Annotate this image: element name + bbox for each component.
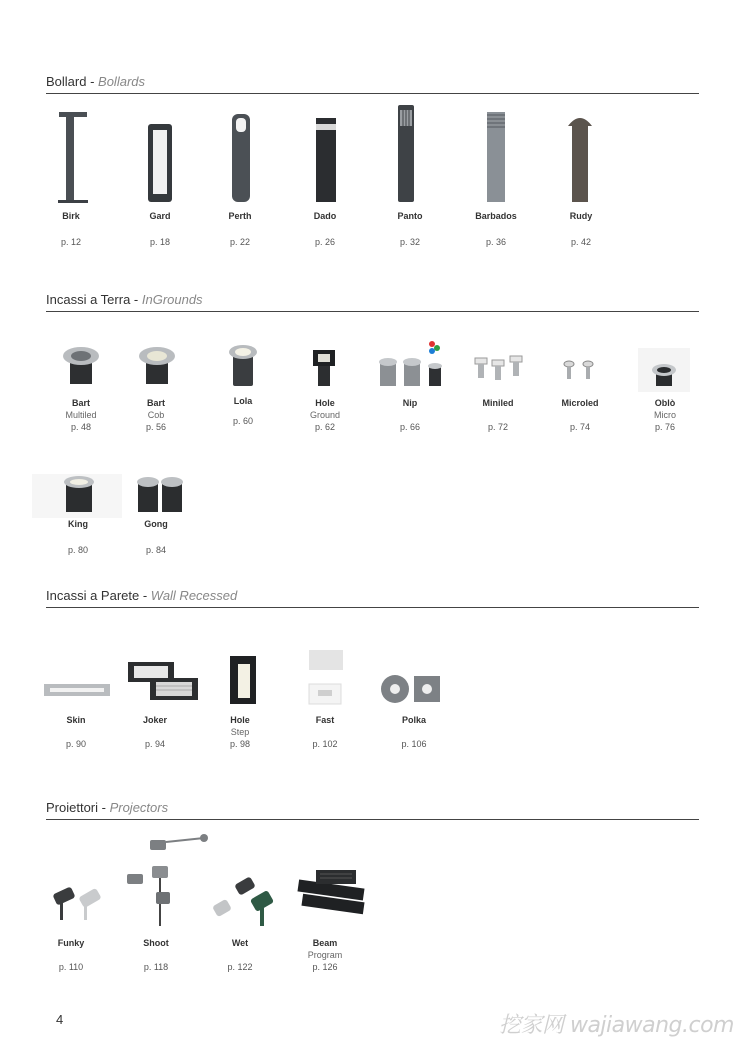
product-bart-multiled[interactable]: Bart Multiled p. 48 xyxy=(65,398,97,432)
shoot-image xyxy=(127,834,208,926)
joker-image xyxy=(128,662,198,700)
product-skin[interactable]: Skin p. 90 xyxy=(65,715,87,749)
projectors-images xyxy=(0,830,744,936)
section-heading-bollards: Bollard - Bollards xyxy=(46,74,699,94)
beam-program-image xyxy=(297,870,364,914)
birk-bollard-image xyxy=(58,112,88,203)
product-gong[interactable]: Gong p. 84 xyxy=(144,519,168,555)
lola-image xyxy=(229,345,257,386)
nip-image xyxy=(379,341,442,386)
product-joker[interactable]: Joker p. 94 xyxy=(142,715,168,749)
funky-image xyxy=(52,886,101,920)
product-perth[interactable]: Perth p. 22 xyxy=(228,211,252,247)
oblo-micro-image xyxy=(638,348,690,392)
wall-recessed-images xyxy=(0,640,744,712)
product-king[interactable]: King p. 80 xyxy=(67,519,89,555)
miniled-image xyxy=(475,356,522,380)
product-dado[interactable]: Dado p. 26 xyxy=(313,211,337,247)
page-number: 4 xyxy=(56,1012,64,1027)
dado-bollard-image xyxy=(316,118,336,202)
product-beam-program[interactable]: Beam Program p. 126 xyxy=(307,938,343,972)
product-hole-ground[interactable]: Hole Ground p. 62 xyxy=(309,398,341,432)
barbados-bollard-image xyxy=(487,112,505,202)
panto-bollard-image xyxy=(398,105,414,202)
product-nip[interactable]: Nip p. 66 xyxy=(399,398,421,432)
bart-multiled-image xyxy=(63,347,99,384)
product-barbados[interactable]: Barbados p. 36 xyxy=(475,211,517,247)
product-fast[interactable]: Fast p. 102 xyxy=(312,715,338,749)
product-lola[interactable]: Lola p. 60 xyxy=(232,396,254,426)
fast-image xyxy=(309,650,343,704)
section-heading-projectors: Proiettori - Projectors xyxy=(46,800,699,820)
rudy-bollard-image xyxy=(568,118,592,202)
watermark: 挖家网 wajiawang.com xyxy=(498,1013,734,1038)
bollard-images xyxy=(0,100,744,210)
product-polka[interactable]: Polka p. 106 xyxy=(401,715,427,749)
product-wet[interactable]: Wet p. 122 xyxy=(227,938,253,972)
product-panto[interactable]: Panto p. 32 xyxy=(397,211,423,247)
gard-bollard-image xyxy=(148,124,172,202)
king-image xyxy=(32,474,122,518)
section-heading-ingrounds: Incassi a Terra - InGrounds xyxy=(46,292,699,312)
product-gard[interactable]: Gard p. 18 xyxy=(149,211,171,247)
product-birk[interactable]: Birk p. 12 xyxy=(60,211,82,247)
perth-bollard-image xyxy=(232,114,250,202)
product-bart-cob[interactable]: Bart Cob p. 56 xyxy=(145,398,167,432)
product-microled[interactable]: Microled p. 74 xyxy=(561,398,599,432)
polka-image xyxy=(381,675,440,703)
product-hole-step[interactable]: Hole Step p. 98 xyxy=(229,715,251,749)
hole-ground-image xyxy=(313,350,335,386)
product-rudy[interactable]: Rudy p. 42 xyxy=(569,211,593,247)
bart-cob-image xyxy=(139,347,175,384)
product-oblo-micro[interactable]: Oblò Micro p. 76 xyxy=(654,398,676,432)
product-funky[interactable]: Funky p. 110 xyxy=(57,938,85,972)
gong-image xyxy=(137,477,183,512)
section-heading-wall-recessed: Incassi a Parete - Wall Recessed xyxy=(46,588,699,608)
product-miniled[interactable]: Miniled p. 72 xyxy=(482,398,514,432)
product-shoot[interactable]: Shoot p. 118 xyxy=(143,938,169,972)
skin-image xyxy=(44,684,110,696)
microled-image xyxy=(564,361,593,379)
ingrounds-images-row1 xyxy=(0,334,744,394)
wet-image xyxy=(212,876,274,926)
ingrounds-images-row2 xyxy=(0,470,744,520)
hole-step-image xyxy=(230,656,256,704)
